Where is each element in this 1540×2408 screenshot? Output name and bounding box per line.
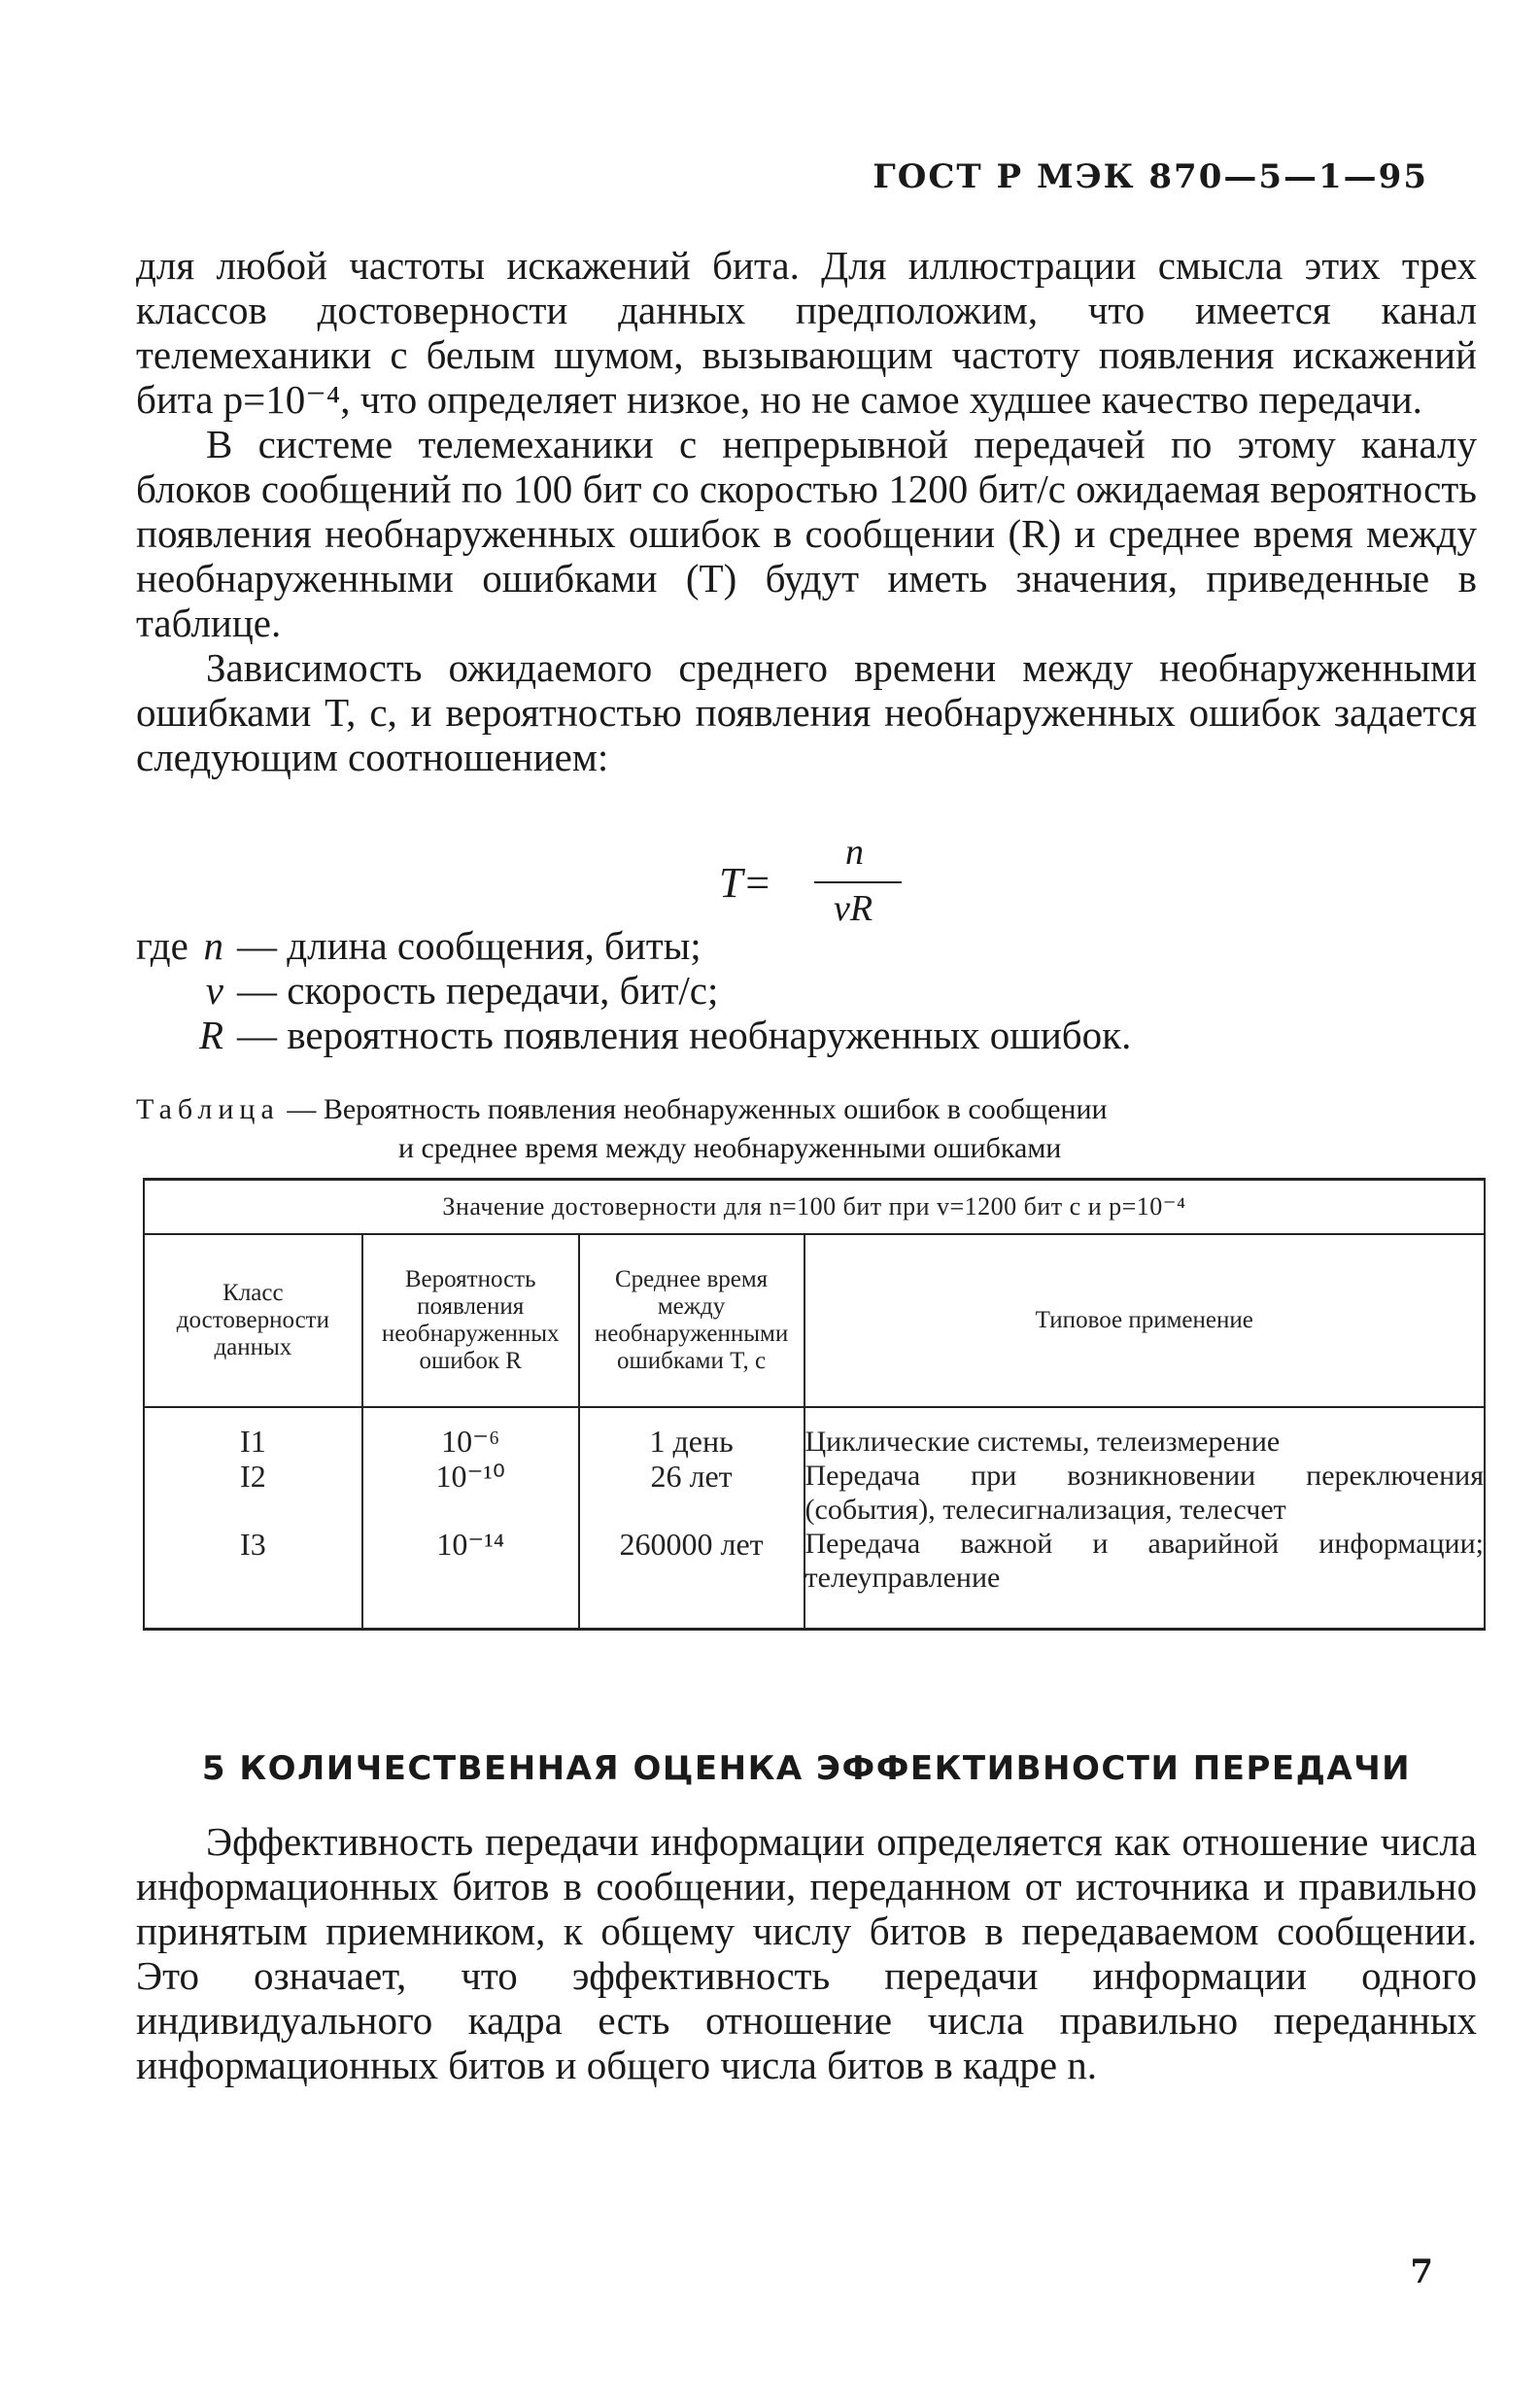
legend-row <box>136 968 1477 1013</box>
table-condition: Значение достоверности для n=100 бит при v=1200 бит с и p=10⁻⁴ <box>144 1180 1485 1235</box>
legend-symbol: n <box>203 923 223 968</box>
column-header-probability: Вероятность появления необнаруженных ошибок R <box>362 1234 579 1407</box>
caption-text-1: — Вероятность появления необнаруженных ошибок в сообщении <box>287 1093 1108 1125</box>
caption-label: Таблица <box>136 1093 280 1125</box>
column-header-application: Типовое применение <box>804 1234 1485 1407</box>
paragraph-2: В системе телемеханики с непрерывной передачей по этому каналу блоков сообщений по 100 бит со скоростью 1200 бит/с ожидаемая вероятность появления необнаруженных ошибок в сообщении (R) и среднее время между необнаруженными ошибками (T) будут иметь значения, приведенные в таблице. <box>136 422 1477 645</box>
formula-denominator: vR <box>834 888 873 929</box>
formula-legend <box>136 923 1477 1057</box>
cell-class: I3 <box>144 1527 362 1630</box>
section-title: 5 КОЛИЧЕСТВЕННАЯ ОЦЕНКА ЭФФЕКТИВНОСТИ ПЕРЕДАЧИ <box>201 1749 1412 1788</box>
table-row <box>144 1459 1485 1527</box>
cell-probability: 10⁻⁶ <box>362 1407 579 1459</box>
formula-numerator: n <box>845 832 864 873</box>
body-paragraphs-bottom <box>136 1819 1477 2087</box>
paragraph-3: Зависимость ожидаемого среднего времени между необнаруженными ошибками T, с, и вероятностью появления необнаруженных ошибок задается следующим соотношением: <box>136 645 1477 779</box>
cell-application: Передача важной и аварийной информации; телеуправление <box>804 1527 1485 1630</box>
table-caption <box>136 1090 1487 1168</box>
cell-class: I1 <box>144 1407 362 1459</box>
paragraph-4: Эффективность передачи информации определяется как отношение числа информационных битов в сообщении, переданном от источника и правильно принятым приемником, к общему числу битов в передаваемом сообщении. Это означает, что эффективность передачи информации одного индивидуального кадра есть отношение числа правильно переданных информационных битов и общего числа битов в кадре n. <box>136 1819 1477 2087</box>
cell-application: Циклические системы, телеизмерение <box>804 1407 1485 1459</box>
page-number: 7 <box>1410 2253 1433 2291</box>
legend-row: где n — длина сообщения, биты; <box>136 923 702 968</box>
table-row <box>144 1407 1485 1459</box>
caption-text-2: и среднее время между необнаруженными ошибками <box>398 1132 1062 1164</box>
cell-time: 26 лет <box>579 1459 804 1527</box>
column-header-class: Класс достоверности данных <box>144 1234 362 1407</box>
legend-text: — скорость передачи, бит/с; <box>237 968 719 1013</box>
document-header: ГОСТ Р МЭК 870—5—1—95 <box>873 157 1428 196</box>
legend-text: — длина сообщения, биты; <box>237 923 702 968</box>
cell-time: 260000 лет <box>579 1527 804 1630</box>
legend-symbol: v <box>205 968 223 1013</box>
fraction-bar <box>814 881 902 883</box>
legend-symbol: R <box>198 1013 223 1057</box>
cell-application: Передача при возникновении переключения (события), телесигнализация, телесчет <box>804 1460 1484 1526</box>
formula-lhs: T= <box>719 859 772 907</box>
table-row <box>144 1527 1485 1630</box>
body-paragraphs-top <box>136 243 1477 779</box>
paragraph-1: для любой частоты искажений бита. Для иллюстрации смысла этих трех классов достоверности данных предположим, что имеется канал телемеханики с белым шумом, вызывающим частоту появления искажений бита p=10⁻⁴, что определяет низкое, но не самое худшее качество передачи. <box>136 243 1477 422</box>
legend-row <box>136 1013 1477 1057</box>
cell-probability: 10⁻¹⁴ <box>362 1527 579 1630</box>
reliability-table <box>143 1178 1486 1631</box>
cell-time: 1 день <box>579 1407 804 1459</box>
cell-probability: 10⁻¹⁰ <box>362 1459 579 1527</box>
legend-text: — вероятность появления необнаруженных ошибок. <box>237 1013 1132 1057</box>
column-header-time: Среднее время между необнаруженными ошибками T, с <box>579 1234 804 1407</box>
cell-class: I2 <box>144 1459 362 1527</box>
